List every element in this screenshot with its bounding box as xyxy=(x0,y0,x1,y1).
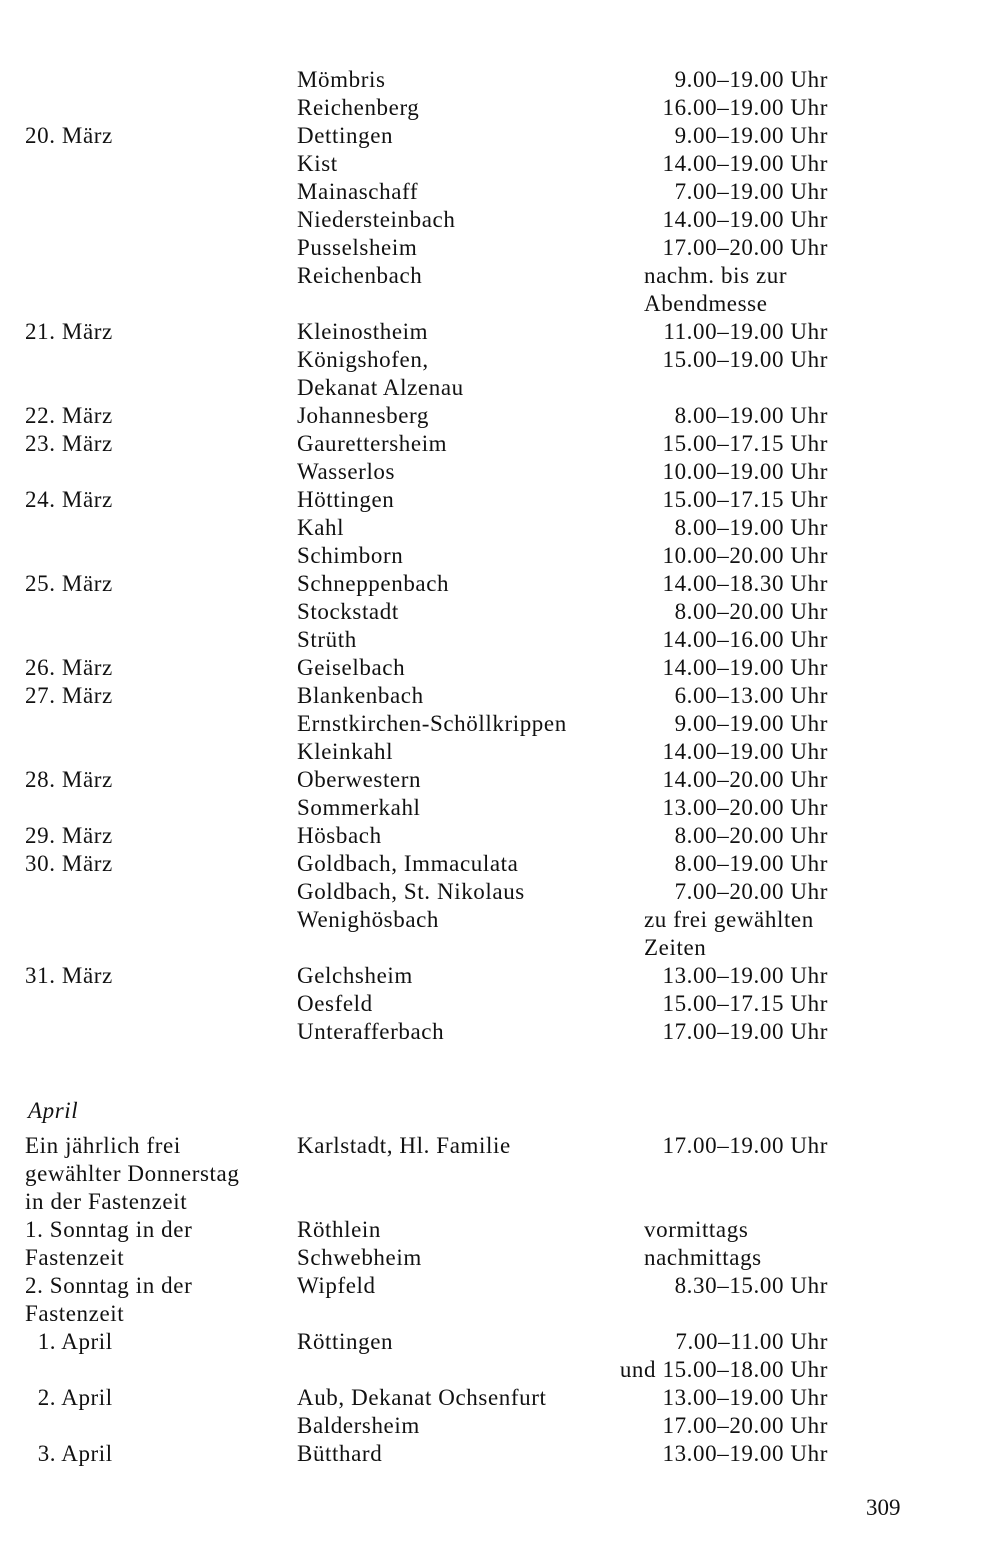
march-row-date: 29. März xyxy=(25,823,113,848)
april-row-date: Ein jährlich frei xyxy=(25,1133,181,1158)
march-row-place: Reichenberg xyxy=(297,95,420,120)
march-row-place: Blankenbach xyxy=(297,683,424,708)
march-row-time-note: zu frei gewählten xyxy=(644,907,814,932)
march-row-place: Kleinostheim xyxy=(297,319,429,344)
march-row-time: 8.00–20.00 Uhr xyxy=(674,599,828,624)
april-row-date: gewählter Donnerstag xyxy=(25,1161,240,1186)
march-row-date: 24. März xyxy=(25,487,113,512)
april-row-date: 2. Sonntag in der xyxy=(25,1273,193,1298)
march-row-time: 13.00–20.00 Uhr xyxy=(662,795,828,820)
march-row-place: Stockstadt xyxy=(297,599,399,624)
april-row-place: Röttingen xyxy=(297,1329,394,1354)
march-row-place: Wasserlos xyxy=(297,459,396,484)
april-row-place: Bütthard xyxy=(297,1441,383,1466)
march-row-time: 7.00–20.00 Uhr xyxy=(674,879,828,904)
march-row-place: Oberwestern xyxy=(297,767,422,792)
april-row-time: 17.00–19.00 Uhr xyxy=(662,1133,828,1158)
march-row-place: Schimborn xyxy=(297,543,404,568)
march-row-place: Kist xyxy=(297,151,338,176)
march-row-place: Pusselsheim xyxy=(297,235,418,260)
march-row-place: Kleinkahl xyxy=(297,739,394,764)
march-row-date: 27. März xyxy=(25,683,113,708)
march-row-time: 7.00–19.00 Uhr xyxy=(674,179,828,204)
april-row-time-note: nachmittags xyxy=(644,1245,762,1270)
march-row-place: Goldbach, St. Nikolaus xyxy=(297,879,525,904)
march-row-time: 8.00–20.00 Uhr xyxy=(674,823,828,848)
march-row-time: 10.00–19.00 Uhr xyxy=(662,459,828,484)
march-row-time: 14.00–16.00 Uhr xyxy=(662,627,828,652)
march-row-place: Sommerkahl xyxy=(297,795,421,820)
march-row-place: Unterafferbach xyxy=(297,1019,445,1044)
march-row-date: 25. März xyxy=(25,571,113,596)
march-row-time: 15.00–17.15 Uhr xyxy=(662,991,828,1016)
april-row-place: Baldersheim xyxy=(297,1413,420,1438)
april-row-time-note: vormittags xyxy=(644,1217,749,1242)
march-row-time: 6.00–13.00 Uhr xyxy=(674,683,828,708)
april-row-time: 8.30–15.00 Uhr xyxy=(674,1273,828,1298)
march-row-time: 11.00–19.00 Uhr xyxy=(663,319,828,344)
april-row-time: und 15.00–18.00 Uhr xyxy=(619,1357,828,1382)
march-row-time: 14.00–19.00 Uhr xyxy=(662,655,828,680)
march-row-time: 14.00–19.00 Uhr xyxy=(662,739,828,764)
march-row-time: 17.00–19.00 Uhr xyxy=(662,1019,828,1044)
march-row-date: 28. März xyxy=(25,767,113,792)
march-row-place: Königshofen, xyxy=(297,347,429,372)
march-row-place: Strüth xyxy=(297,627,357,652)
march-row-place: Gelchsheim xyxy=(297,963,413,988)
april-row-date: 1. Sonntag in der xyxy=(25,1217,193,1242)
march-row-place: Johannesberg xyxy=(297,403,429,428)
march-row-place: Ernstkirchen-Schöllkrippen xyxy=(297,711,567,736)
march-row-time: 15.00–19.00 Uhr xyxy=(662,347,828,372)
april-row-place: Karlstadt, Hl. Familie xyxy=(297,1133,511,1158)
march-row-time: 14.00–20.00 Uhr xyxy=(662,767,828,792)
april-row-place: Wipfeld xyxy=(297,1273,376,1298)
page-number: 309 xyxy=(866,1495,901,1520)
april-row-date: 1. April xyxy=(25,1329,113,1354)
march-row-time: 17.00–20.00 Uhr xyxy=(662,235,828,260)
march-row-place: Gaurettersheim xyxy=(297,431,448,456)
march-row-place: Niedersteinbach xyxy=(297,207,456,232)
march-row-date: 26. März xyxy=(25,655,113,680)
march-row-place: Kahl xyxy=(297,515,345,540)
march-row-date: 21. März xyxy=(25,319,113,344)
march-row-date: 20. März xyxy=(25,123,113,148)
march-row-time: 16.00–19.00 Uhr xyxy=(662,95,828,120)
march-row-time: 10.00–20.00 Uhr xyxy=(662,543,828,568)
march-row-time: 14.00–19.00 Uhr xyxy=(662,207,828,232)
april-row-time: 7.00–11.00 Uhr xyxy=(675,1329,828,1354)
april-row-place: Röthlein xyxy=(297,1217,382,1242)
march-row-time: 9.00–19.00 Uhr xyxy=(674,67,828,92)
april-row-date: Fastenzeit xyxy=(25,1245,125,1270)
march-row-time-note: Abendmesse xyxy=(644,291,768,316)
march-row-place: Dekanat Alzenau xyxy=(297,375,464,400)
april-row-place: Aub, Dekanat Ochsenfurt xyxy=(297,1385,547,1410)
april-row-time: 13.00–19.00 Uhr xyxy=(662,1441,828,1466)
march-row-time: 15.00–17.15 Uhr xyxy=(662,431,828,456)
march-row-place: Oesfeld xyxy=(297,991,373,1016)
march-row-time: 8.00–19.00 Uhr xyxy=(674,851,828,876)
april-row-date: in der Fastenzeit xyxy=(25,1189,188,1214)
march-row-date: 23. März xyxy=(25,431,113,456)
march-row-time: 9.00–19.00 Uhr xyxy=(674,123,828,148)
march-row-time: 8.00–19.00 Uhr xyxy=(674,403,828,428)
march-row-time: 14.00–19.00 Uhr xyxy=(662,151,828,176)
march-row-place: Hösbach xyxy=(297,823,382,848)
april-row-date: 3. April xyxy=(25,1441,113,1466)
march-row-place: Dettingen xyxy=(297,123,394,148)
april-row-time: 17.00–20.00 Uhr xyxy=(662,1413,828,1438)
march-row-place: Geiselbach xyxy=(297,655,406,680)
march-row-place: Reichenbach xyxy=(297,263,423,288)
march-row-time: 8.00–19.00 Uhr xyxy=(674,515,828,540)
march-row-place: Mainaschaff xyxy=(297,179,419,204)
march-row-time-note: nachm. bis zur xyxy=(644,263,788,288)
march-row-place: Mömbris xyxy=(297,67,386,92)
march-row-place: Höttingen xyxy=(297,487,395,512)
march-row-date: 30. März xyxy=(25,851,113,876)
march-row-place: Wenighösbach xyxy=(297,907,440,932)
march-row-place: Schneppenbach xyxy=(297,571,450,596)
april-row-time: 13.00–19.00 Uhr xyxy=(662,1385,828,1410)
april-row-date: Fastenzeit xyxy=(25,1301,125,1326)
march-row-time: 13.00–19.00 Uhr xyxy=(662,963,828,988)
march-row-date: 22. März xyxy=(25,403,113,428)
april-row-date: 2. April xyxy=(25,1385,113,1410)
march-row-place: Goldbach, Immaculata xyxy=(297,851,519,876)
march-row-time: 15.00–17.15 Uhr xyxy=(662,487,828,512)
march-row-time: 14.00–18.30 Uhr xyxy=(662,571,828,596)
march-row-time-note: Zeiten xyxy=(644,935,707,960)
march-row-date: 31. März xyxy=(25,963,113,988)
april-heading: April xyxy=(28,1098,79,1123)
april-row-place: Schwebheim xyxy=(297,1245,422,1270)
march-row-time: 9.00–19.00 Uhr xyxy=(674,711,828,736)
